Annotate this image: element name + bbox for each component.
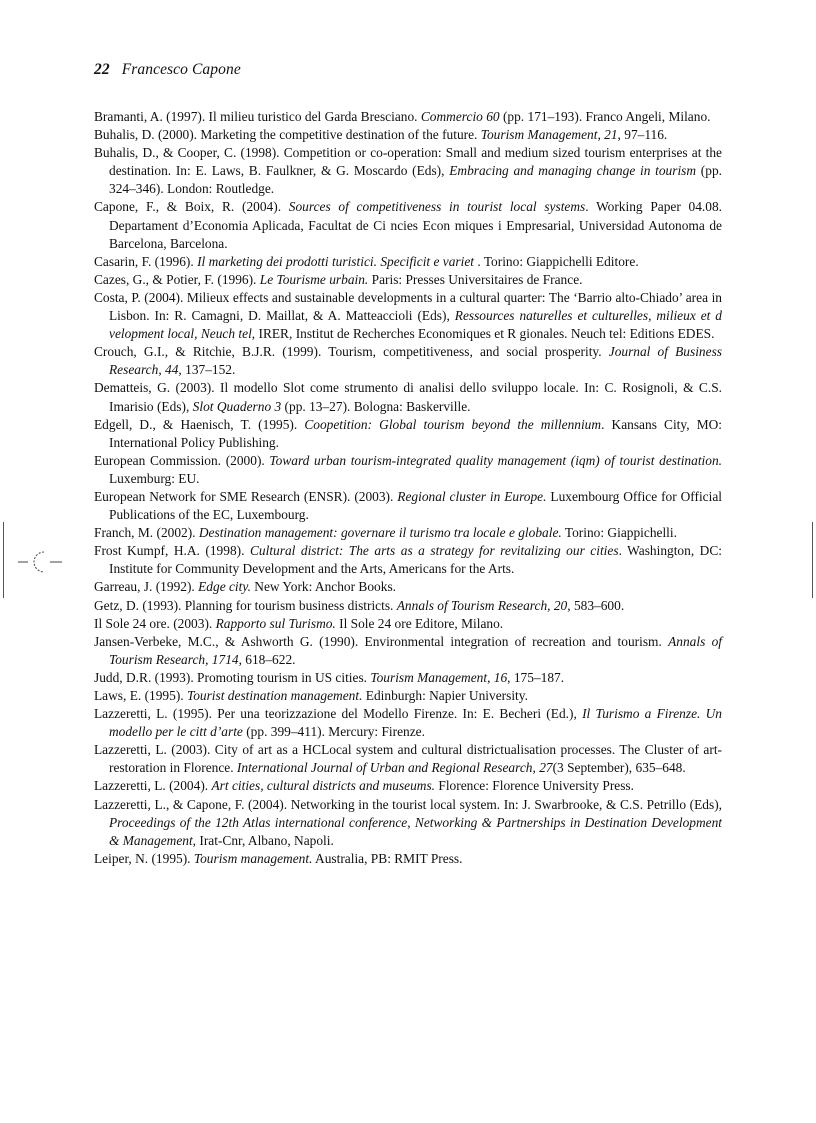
reference-italic-text: Tourism management.: [193, 850, 313, 866]
reference-text: (3 September), 635–648.: [552, 760, 686, 776]
reference-italic-text: Toward urban tourism-integrated quality management (iqm) of tourist destination.: [269, 452, 722, 468]
reference-text: Bramanti, A. (1997). Il milieu turistico del Garda Bresciano.: [94, 109, 421, 124]
reference-entry: [94, 542, 722, 578]
reference-entry: [94, 597, 722, 615]
reference-entry: [94, 777, 722, 795]
crop-mark-right-line: [812, 522, 813, 598]
reference-entry: [94, 705, 722, 741]
reference-italic-text: Tourism Management: [370, 669, 488, 685]
reference-entry: [94, 687, 722, 705]
reference-text: Casarin, F. (1996).: [94, 253, 198, 269]
page-number: 22: [94, 61, 110, 78]
reference-text: , IRER, Institut de Recherches Economiques et R gionales. Neuch tel: Editions EDES.: [251, 326, 715, 342]
reference-italic-text: Slot Quaderno 3: [192, 398, 282, 414]
reference-italic-text: Le Tourisme urbain.: [259, 271, 369, 287]
reference-entry: [94, 343, 722, 379]
reference-text: Lazzeretti, L. (2004).: [94, 778, 212, 794]
reference-italic-text: Destination management: governare il turismo tra locale e globale.: [198, 525, 562, 541]
reference-italic-text: Proceedings of the 12th Atlas international conference, Networking & Partnerships in Destination Development & Management: [109, 814, 722, 848]
reference-entry: [94, 615, 722, 633]
reference-text: Il Sole 24 ore. (2003).: [94, 615, 216, 631]
reference-italic-text: 20: [553, 597, 568, 613]
reference-text: Buhalis, D., & Cooper, C. (1998). Competition or co-operation: Small and medium sized tourism enterprises at the destination. In: E. Laws, B. Faulkner, & G. Moscardo (Eds),: [94, 145, 722, 179]
reference-text: Cazes, G., & Potier, F. (1996).: [94, 271, 260, 287]
reference-text: Capone, F., & Boix, R. (2004).: [94, 199, 289, 215]
reference-text: Dematteis, G. (2003). Il modello Slot come strumento di analisi dello sviluppo locale. In: C. Rosignoli, & C.S. Imarisio (Eds),: [94, 380, 722, 414]
reference-entry: [94, 416, 722, 452]
reference-text: Luxembourg Office for Official Publications of the EC, Luxembourg.: [109, 488, 723, 523]
reference-text: Frost Kumpf, H.A. (1998).: [94, 543, 250, 559]
reference-text: (pp. 171–193). Franco Angeli, Milano.: [499, 109, 711, 124]
reference-text: . Torino: Giappichelli Editore.: [477, 253, 639, 269]
reference-text: Leiper, N. (1995).: [94, 850, 194, 866]
reference-text: Lazzeretti, L., & Capone, F. (2004). Networking in the tourist local system. In: J. Swarbrooke, & C.S. Petrillo (Eds),: [94, 796, 722, 812]
reference-text: ,: [487, 669, 494, 685]
reference-text: ,: [158, 362, 166, 378]
reference-text: , 618–622.: [238, 651, 296, 667]
reference-text: European Commission. (2000).: [94, 452, 270, 468]
reference-entry: [94, 741, 722, 777]
running-head: [94, 61, 241, 79]
reference-text: Buhalis, D. (2000). Marketing the competitive destination of the future.: [94, 127, 481, 143]
reference-entry: [94, 633, 722, 669]
reference-text: Laws, E. (1995).: [94, 688, 187, 703]
reference-text: . Kansans City, MO: International Policy Publishing.: [109, 416, 722, 450]
reference-text: Florence: Florence University Press.: [435, 778, 634, 794]
reference-italic-text: Il Turismo a Firenze. Un modello per le citt d’arte: [109, 706, 722, 740]
reference-text: Torino: Giappichelli.: [561, 525, 677, 541]
reference-text: Edgell, D., & Haenisch, T. (1995).: [94, 416, 305, 432]
reference-text: Lazzeretti, L. (1995). Per una teorizzazione del Modello Firenze. In: E. Becheri (Ed.),: [94, 706, 583, 722]
reference-text: ,: [205, 651, 212, 667]
reference-italic-text: International Journal of Urban and Regional Research: [236, 760, 533, 776]
reference-italic-text: Ressources naturelles et culturelles, milieux et d velopment local, Neuch tel: [109, 308, 722, 342]
reference-text: Crouch, G.I., & Ritchie, B.J.R. (1999). Tourism, competitiveness, and social prosperity.: [94, 344, 609, 360]
reference-text: Il Sole 24 ore Editore, Milano.: [335, 615, 504, 631]
reference-italic-text: Art cities, cultural districts and museums.: [211, 778, 436, 794]
reference-entry: [94, 289, 722, 343]
reference-italic-text: Tourist destination management.: [186, 688, 363, 703]
reference-entry: [94, 452, 722, 488]
reference-entry: [94, 144, 722, 198]
reference-italic-text: Il marketing dei prodotti turistici. Specificit e variet: [197, 253, 478, 269]
reference-italic-text: Journal of Business Research: [109, 344, 722, 378]
reference-entry: [94, 524, 722, 542]
reference-text: , 97–116.: [617, 127, 668, 143]
reference-italic-text: 27: [539, 760, 553, 776]
reference-entry: [94, 108, 722, 126]
reference-entry: [94, 198, 722, 252]
reference-text: Edinburgh: Napier University.: [362, 688, 528, 703]
reference-text: New York: Anchor Books.: [250, 579, 397, 595]
reference-italic-text: 1714: [211, 651, 239, 667]
reference-italic-text: Sources of competitiveness in tourist local systems: [288, 199, 586, 215]
reference-text: . Washington, DC: Institute for Community Development and the Arts, Americans for the Arts.: [109, 543, 723, 577]
reference-entry: [94, 126, 722, 144]
reference-text: Franch, M. (2002).: [94, 525, 199, 541]
running-head-author: Francesco Capone: [121, 61, 241, 78]
reference-text: ,: [597, 127, 605, 143]
reference-entry: [94, 796, 722, 850]
reference-text: ,: [547, 597, 554, 613]
reference-entry: [94, 578, 722, 596]
reference-italic-text: Commercio 60: [420, 109, 500, 124]
registration-mark-icon: [18, 548, 64, 574]
reference-entry: [94, 271, 722, 289]
reference-text: Jansen-Verbeke, M.C., & Ashworth G. (1990). Environmental integration of recreation and tourism.: [94, 633, 669, 649]
reference-italic-text: 16: [493, 669, 508, 685]
reference-text: (pp. 324–346). London: Routledge.: [109, 163, 723, 197]
reference-text: , 175–187.: [507, 669, 565, 685]
reference-italic-text: Coopetition: Global tourism beyond the millennium: [304, 416, 602, 432]
reference-text: (pp. 13–27). Bologna: Baskerville.: [281, 398, 471, 414]
reference-text: , 137–152.: [178, 362, 236, 378]
reference-entry: [94, 379, 722, 415]
reference-entry: [94, 253, 722, 271]
reference-list: [94, 108, 722, 868]
reference-italic-text: Regional cluster in Europe.: [397, 488, 547, 504]
reference-text: Luxemburg: EU.: [109, 470, 200, 486]
reference-text: Judd, D.R. (1993). Promoting tourism in US cities.: [94, 669, 371, 685]
reference-italic-text: 44: [165, 362, 179, 378]
reference-text: ,: [532, 760, 540, 776]
reference-text: Australia, PB: RMIT Press.: [312, 850, 463, 866]
reference-italic-text: 21: [604, 127, 618, 143]
reference-entry: [94, 488, 722, 524]
reference-italic-text: Rapporto sul Turismo.: [215, 615, 336, 631]
reference-text: Costa, P. (2004). Milieux effects and sustainable developments in a cultural quarter: The ‘Barrio alto-Chiado’ area in Lisbon. In: R. Camagni, D. Maillat, & A. Matteaccioli (Eds),: [94, 289, 722, 324]
reference-text: Paris: Presses Universitaires de France.: [368, 271, 583, 287]
reference-italic-text: Embracing and managing change in tourism: [449, 163, 697, 179]
reference-text: Getz, D. (1993). Planning for tourism business districts.: [94, 597, 397, 613]
reference-italic-text: Tourism Management: [480, 127, 598, 143]
crop-mark-left-line: [3, 522, 4, 598]
reference-text: Garreau, J. (1992).: [94, 579, 199, 595]
reference-entry: [94, 669, 722, 687]
reference-text: Lazzeretti, L. (2003). City of art as a HCLocal system and cultural districtualisation processes. The Cluster of art-restoration in Florence.: [94, 742, 722, 776]
reference-italic-text: Cultural district: The arts as a strategy for revitalizing our cities: [249, 543, 619, 559]
reference-text: , 583–600.: [567, 597, 625, 613]
reference-text: . Working Paper 04.08. Departament d’Economia Aplicada, Facultat de Ci ncies Econ miques i Empresarial, Universidad Autonoma de Barcelona, Barcelona.: [109, 199, 722, 251]
reference-italic-text: Annals of Tourism Research: [109, 633, 722, 667]
reference-entry: [94, 850, 722, 868]
reference-italic-text: Edge city.: [198, 579, 251, 595]
reference-text: European Network for SME Research (ENSR). (2003).: [94, 488, 398, 504]
reference-text: , Irat-Cnr, Albano, Napoli.: [192, 832, 334, 848]
reference-text: (pp. 399–411). Mercury: Firenze.: [242, 724, 425, 740]
reference-italic-text: Annals of Tourism Research: [396, 597, 548, 613]
